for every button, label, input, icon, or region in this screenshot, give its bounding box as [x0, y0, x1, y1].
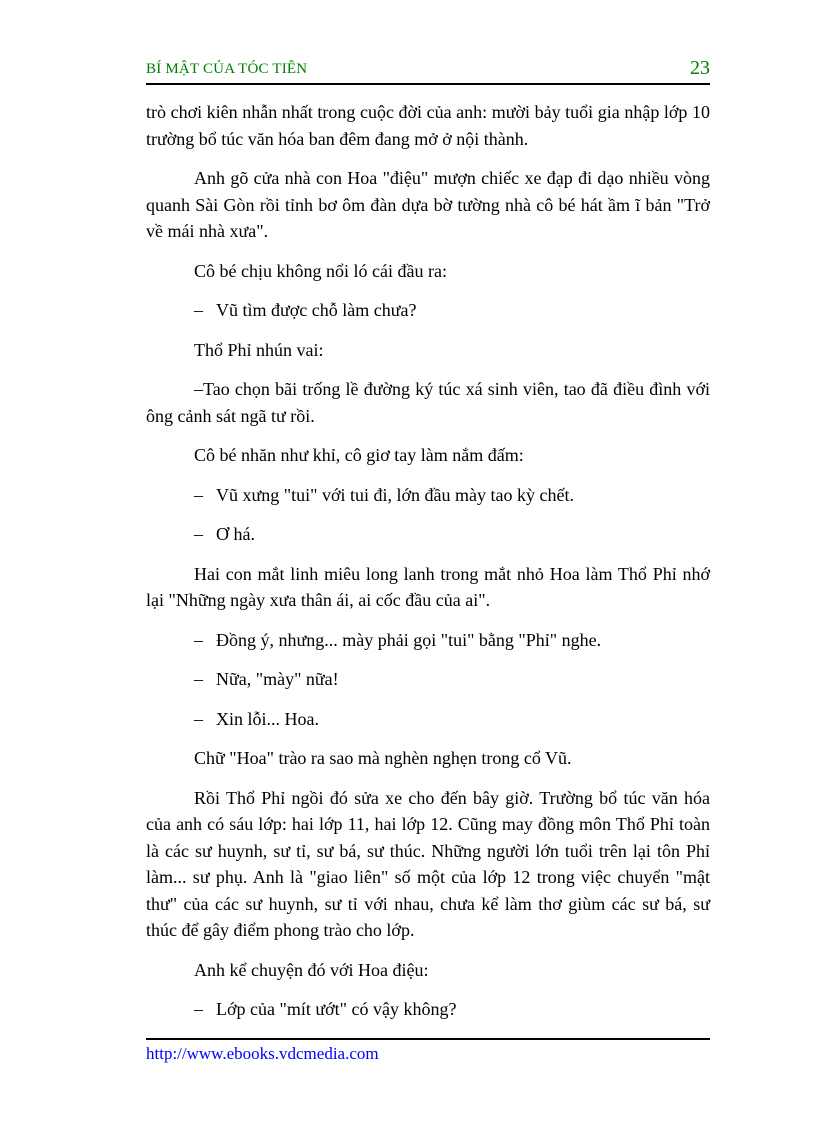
dialogue-dash: – [194, 524, 203, 544]
paragraph: trò chơi kiên nhẫn nhất trong cuộc đời của anh: mười bảy tuổi gia nhập lớp 10 trường bổ túc văn hóa ban đêm đang mở ở nội thành. [146, 102, 710, 149]
dialogue-line [146, 297, 710, 324]
paragraph: Thổ Phỉ nhún vai: [194, 339, 324, 360]
dialogue-dash: – [194, 300, 203, 320]
footer-link[interactable]: http://www.ebooks.vdcmedia.com [146, 1044, 379, 1063]
dialogue-text: Ơ há. [216, 524, 255, 544]
dialogue-line [146, 521, 710, 548]
dialogue-dash: – [194, 629, 203, 650]
paragraph: Hai con mắt linh miêu long lanh trong mắt nhỏ Hoa làm Thổ Phỉ nhớ lại "Những ngày xưa thân ái, ai cốc đầu của ai". [146, 563, 710, 610]
paragraph: Chữ "Hoa" trào ra sao mà nghèn nghẹn trong cổ Vũ. [194, 748, 572, 768]
dialogue-dash: – [194, 669, 203, 689]
dialogue-dash: – [194, 484, 203, 505]
dialogue-text: Vũ xưng "tui" với tui đi, lớn đầu mày tao kỳ chết. [216, 484, 574, 505]
dialogue-text: Nữa, "mày" nữa! [216, 669, 339, 689]
page-number: 23 [690, 57, 710, 79]
dialogue-text: Lớp của "mít ướt" có vậy không? [216, 999, 457, 1019]
paragraph: –Tao chọn bãi trống lề đường ký túc xá sinh viên, tao đã điều đình với ông cảnh sát ngã tư rồi. [146, 379, 710, 426]
dialogue-dash: – [194, 999, 203, 1019]
dialogue-dash: – [194, 708, 203, 729]
paragraph: Rồi Thổ Phỉ ngồi đó sửa xe cho đến bây giờ. Trường bổ túc văn hóa của anh có sáu lớp: hai lớp 11, hai lớp 12. Cũng may đồng môn Thổ Phỉ toàn là các sư huynh, sư tỉ, sư bá, sư thúc. Những người lớn tuổi trên lại tôn Phỉ làm... sư phụ. Anh là "giao liên" số một của lớp 12 trong việc chuyển "mật thư" của các sư huynh, sư tỉ với nhau, chưa kể làm thơ giùm các sư bá, sư thúc để gây điểm phong trào cho lớp. [146, 787, 710, 940]
page-header [146, 57, 710, 83]
dialogue-line [146, 996, 710, 1023]
paragraph: Anh kể chuyện đó với Hoa điệu: [194, 959, 429, 980]
footer-divider [146, 1038, 710, 1040]
paragraph: Cô bé nhăn như khỉ, cô giơ tay làm nắm đấm: [194, 445, 524, 465]
dialogue-line [146, 706, 710, 733]
dialogue-text: Đồng ý, nhưng... mày phải gọi "tui" bằng "Phỉ" nghe. [216, 629, 602, 650]
dialogue-line [146, 482, 710, 509]
paragraph: Cô bé chịu không nổi ló cái đầu ra: [194, 260, 447, 281]
dialogue-line [146, 666, 710, 693]
page-body [146, 99, 710, 1036]
paragraph: Anh gõ cửa nhà con Hoa "điệu" mượn chiếc xe đạp đi dạo nhiều vòng quanh Sài Gòn rồi tỉnh bơ ôm đàn dựa bờ tường nhà cô bé hát ầm ĩ bản "Trở về mái nhà xưa". [146, 168, 710, 241]
header-divider [146, 83, 710, 85]
dialogue-text: Xin lỗi... Hoa. [216, 708, 319, 729]
book-title: BÍ MẬT CỦA TÓC TIÊN [146, 61, 308, 77]
dialogue-text: Vũ tìm được chỗ làm chưa? [216, 300, 417, 320]
dialogue-line [146, 627, 710, 654]
